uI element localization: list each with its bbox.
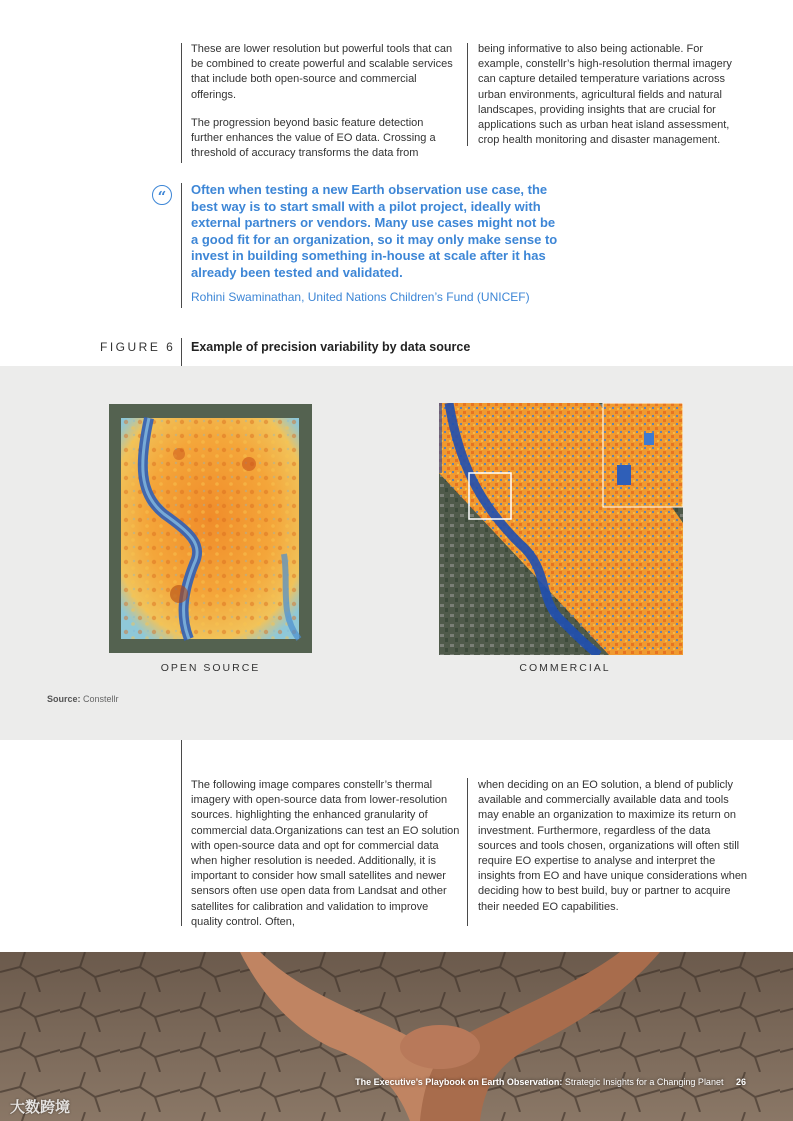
quote-attribution: Rohini Swaminathan, United Nations Children’s Fund (UNICEF) [191, 290, 530, 304]
quotation-mark-icon: “ [152, 185, 172, 205]
watermark-text: 大数跨境 [10, 1099, 71, 1116]
watermark-logo [10, 1096, 70, 1117]
source-value: Constellr [83, 694, 119, 704]
pull-quote: Often when testing a new Earth observation use case, the best way is to start small with a pilot project, ideally with external partners or vendors. Many use cases might not be a good fit for an organization, so it may only make sense to invest in building something in-house at scale after it has already been tested and validated. [191, 182, 558, 280]
figure-label: FIGURE 6 [100, 340, 176, 354]
bottom-right-rule [467, 778, 468, 926]
left-column-rule [181, 43, 182, 163]
paragraph: The following image compares constellr’s thermal imagery with open-source data from lower-resolution sources. highlighting the enhanced granularity of commercial data.Organizations can test an EO solution with open-source data and opt for commercial data when higher resolution is needed. Additionally, it is important to consider how small satellites and newer sensors often use open data from Landsat and other satellites for calibration and validation to improve quality control. Often, [191, 779, 460, 928]
figure-source [47, 694, 119, 704]
paragraph: when deciding on an EO solution, a blend of publicly available and commercially available data and tools may enable an organization to maximize its return on investment. Furthermore, regardless of the data sources and tools chosen, organizations will often still require EO expertise to analyse and interpret the insights from EO and have unique considerations when deciding how to best build, buy or partner to acquire their needed EO capabilities. [478, 779, 748, 913]
commercial-caption: COMMERCIAL [519, 662, 611, 674]
paragraph: The progression beyond basic feature detection further enhances the value of EO data. Crossing a threshold of accuracy transforms the data from [191, 116, 436, 160]
paragraph: These are lower resolution but powerful tools that can be combined to create powerful and scalable services that include both open-source and commercial offerings. [191, 43, 453, 101]
footer-title-bold: The Executive’s Playbook on Earth Observation: [355, 1077, 563, 1087]
page-number: 26 [735, 1077, 746, 1087]
footer-title-rest: Strategic Insights for a Changing Planet [564, 1077, 724, 1087]
footer-running-title [355, 1077, 746, 1087]
open-source-caption: OPEN SOURCE [160, 662, 261, 674]
right-column-rule [467, 43, 468, 146]
figure-title: Example of precision variability by data source [191, 340, 471, 354]
source-label: Source: [47, 694, 81, 704]
top-left-column [191, 42, 453, 174]
bottom-left-rule [181, 740, 182, 926]
bottom-right-column [478, 778, 748, 928]
quote-rule [181, 183, 182, 308]
commercial-thermal-map [439, 403, 683, 655]
open-source-thermal-map [109, 404, 312, 653]
footer-photo-handshake [0, 952, 793, 1121]
figure-rule [181, 338, 182, 366]
paragraph: being informative to also being actionable. For example, constellr’s high-resolution thermal imagery can capture detailed temperature variations across urban environments, agricultural fields and natural landscapes, providing insights that are crucial for applications such as urban heat island assessment, crop health monitoring and disaster management. [478, 43, 732, 147]
bottom-left-column [191, 778, 461, 943]
top-right-column [478, 42, 748, 161]
